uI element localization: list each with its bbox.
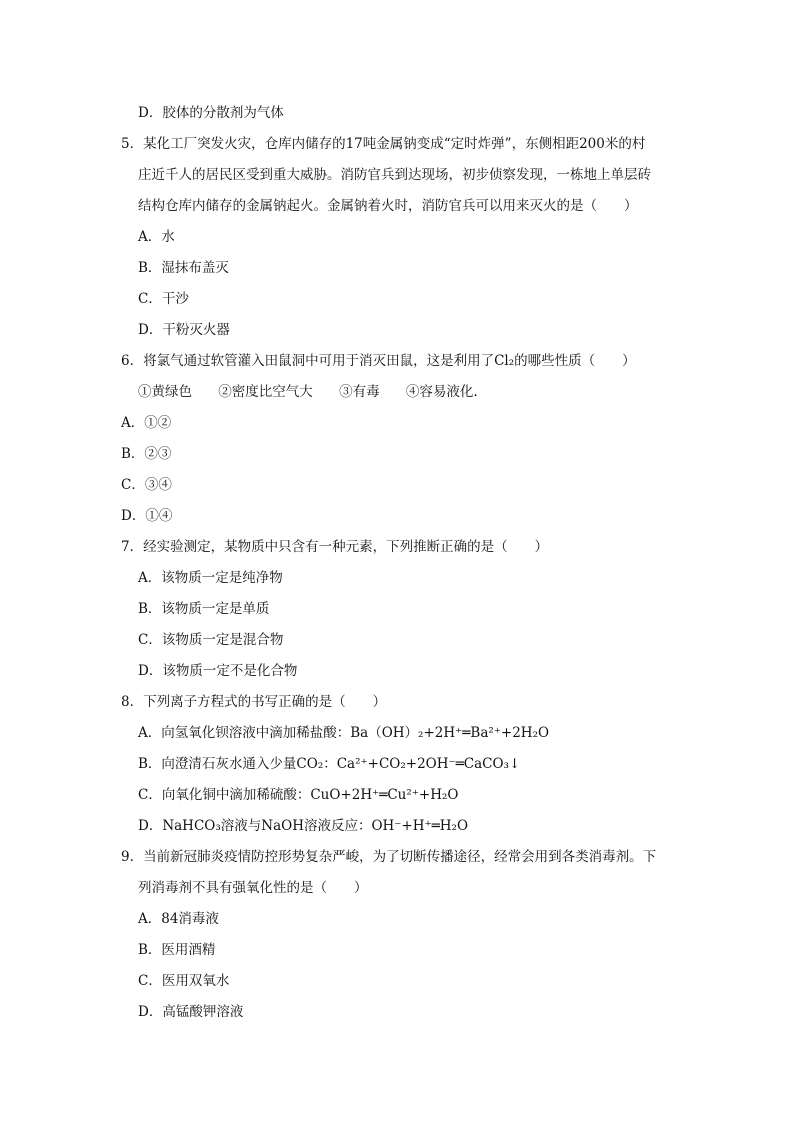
q8-option-b: B．向澄清石灰水通入少量CO₂：Ca²⁺+CO₂+2OH⁻═CaCO₃↓ <box>138 756 521 772</box>
q9-option-b: B．医用酒精 <box>138 942 216 958</box>
q7-option-b: B．该物质一定是单质 <box>138 601 270 617</box>
q6-item-3: ③有毒 <box>339 384 380 400</box>
q6-option-a: A．①② <box>121 415 172 431</box>
q5-stem-line2: 庄近千人的居民区受到重大威胁。消防官兵到达现场，初步侦察发现，一栋地上单层砖 <box>138 167 651 183</box>
q7-option-d: D．该物质一定不是化合物 <box>138 663 298 679</box>
q6-option-c: C．③④ <box>121 477 172 493</box>
q5-option-c: C．干沙 <box>138 291 189 307</box>
q9-option-c: C．医用双氧水 <box>138 973 230 989</box>
q5-option-a: A．水 <box>138 229 175 245</box>
q6-option-b: B．②③ <box>121 446 172 462</box>
q4-option-d: D．胶体的分散剂为气体 <box>138 105 284 121</box>
q7-option-c: C．该物质一定是混合物 <box>138 632 284 648</box>
q7-option-a: A．该物质一定是纯净物 <box>138 570 283 586</box>
q8-option-c: C．向氧化铜中滴加稀硫酸：CuO+2H⁺═Cu²⁺+H₂O <box>138 787 459 803</box>
q9-stem-line1: 9．当前新冠肺炎疫情防控形势复杂严峻，为了切断传播途径，经常会用到各类消毒剂。下 <box>121 849 657 865</box>
q9-option-d: D．高锰酸钾溶液 <box>138 1004 244 1020</box>
q6-option-d: D．①④ <box>121 508 173 524</box>
q6-item-4: ④容易液化. <box>405 384 478 400</box>
q5-option-b: B．湿抹布盖灭 <box>138 260 229 276</box>
q5-option-d: D．干粉灭火器 <box>138 322 230 338</box>
q9-option-a: A．84消毒液 <box>138 911 219 927</box>
q6-stem: 6．将氯气通过软管灌入田鼠洞中可用于消灭田鼠，这是利用了Cl₂的哪些性质（ ） <box>121 353 636 369</box>
q6-item-2: ②密度比空气大 <box>218 384 313 400</box>
q8-option-a: A．向氢氧化钡溶液中滴加稀盐酸：Ba（OH）₂+2H⁺═Ba²⁺+2H₂O <box>138 725 550 741</box>
q7-stem: 7．经实验测定，某物质中只含有一种元素，下列推断正确的是（ ） <box>121 539 549 555</box>
q5-stem-line1: 5．某化工厂突发火灾，仓库内储存的17吨金属钠变成“定时炸弹”，东侧相距200米的村 <box>121 136 646 152</box>
q8-option-d: D．NaHCO₃溶液与NaOH溶液反应：OH⁻+H⁺═H₂O <box>138 818 469 834</box>
q8-stem: 8．下列离子方程式的书写正确的是（ ） <box>121 694 387 710</box>
q6-item-1: ①黄绿色 <box>138 384 192 400</box>
q5-stem-line3: 结构仓库内储存的金属钠起火。金属钠着火时，消防官兵可以用来灭火的是（ ） <box>138 198 638 214</box>
q9-stem-line2: 列消毒剂不具有强氧化性的是（ ） <box>138 880 368 896</box>
q6-items <box>138 382 500 402</box>
